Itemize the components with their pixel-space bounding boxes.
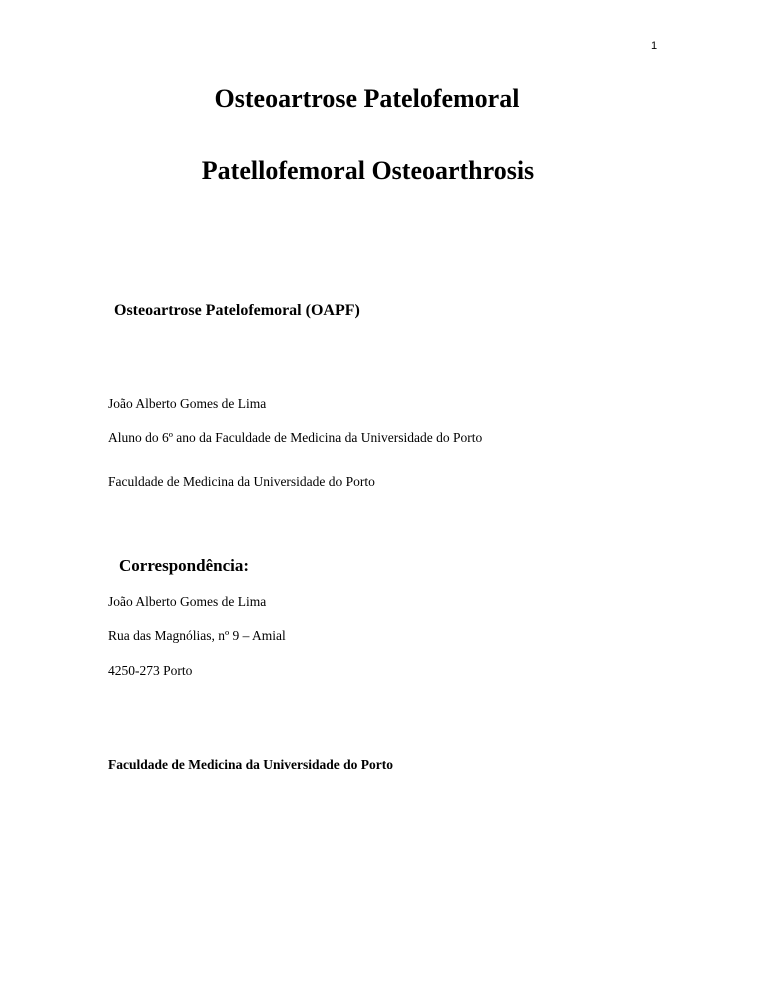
page-number: 1 (651, 40, 658, 52)
correspondence-name: João Alberto Gomes de Lima (108, 594, 267, 609)
correspondence-city: 4250-273 Porto (108, 663, 193, 678)
correspondence-heading: Correspondência: (119, 556, 250, 575)
author-name: João Alberto Gomes de Lima (108, 396, 267, 411)
title-portuguese: Osteoartrose Patelofemoral (214, 84, 520, 113)
correspondence-street: Rua das Magnólias, nº 9 – Amial (108, 628, 286, 643)
title-english: Patellofemoral Osteoarthrosis (201, 156, 535, 185)
author-affiliation: Faculdade de Medicina da Universidade do Porto (108, 474, 375, 489)
author-role: Aluno do 6º ano da Faculdade de Medicina da Universidade do Porto (108, 430, 483, 445)
institution: Faculdade de Medicina da Universidade do Porto (108, 757, 394, 772)
short-title: Osteoartrose Patelofemoral (OAPF) (114, 302, 360, 319)
